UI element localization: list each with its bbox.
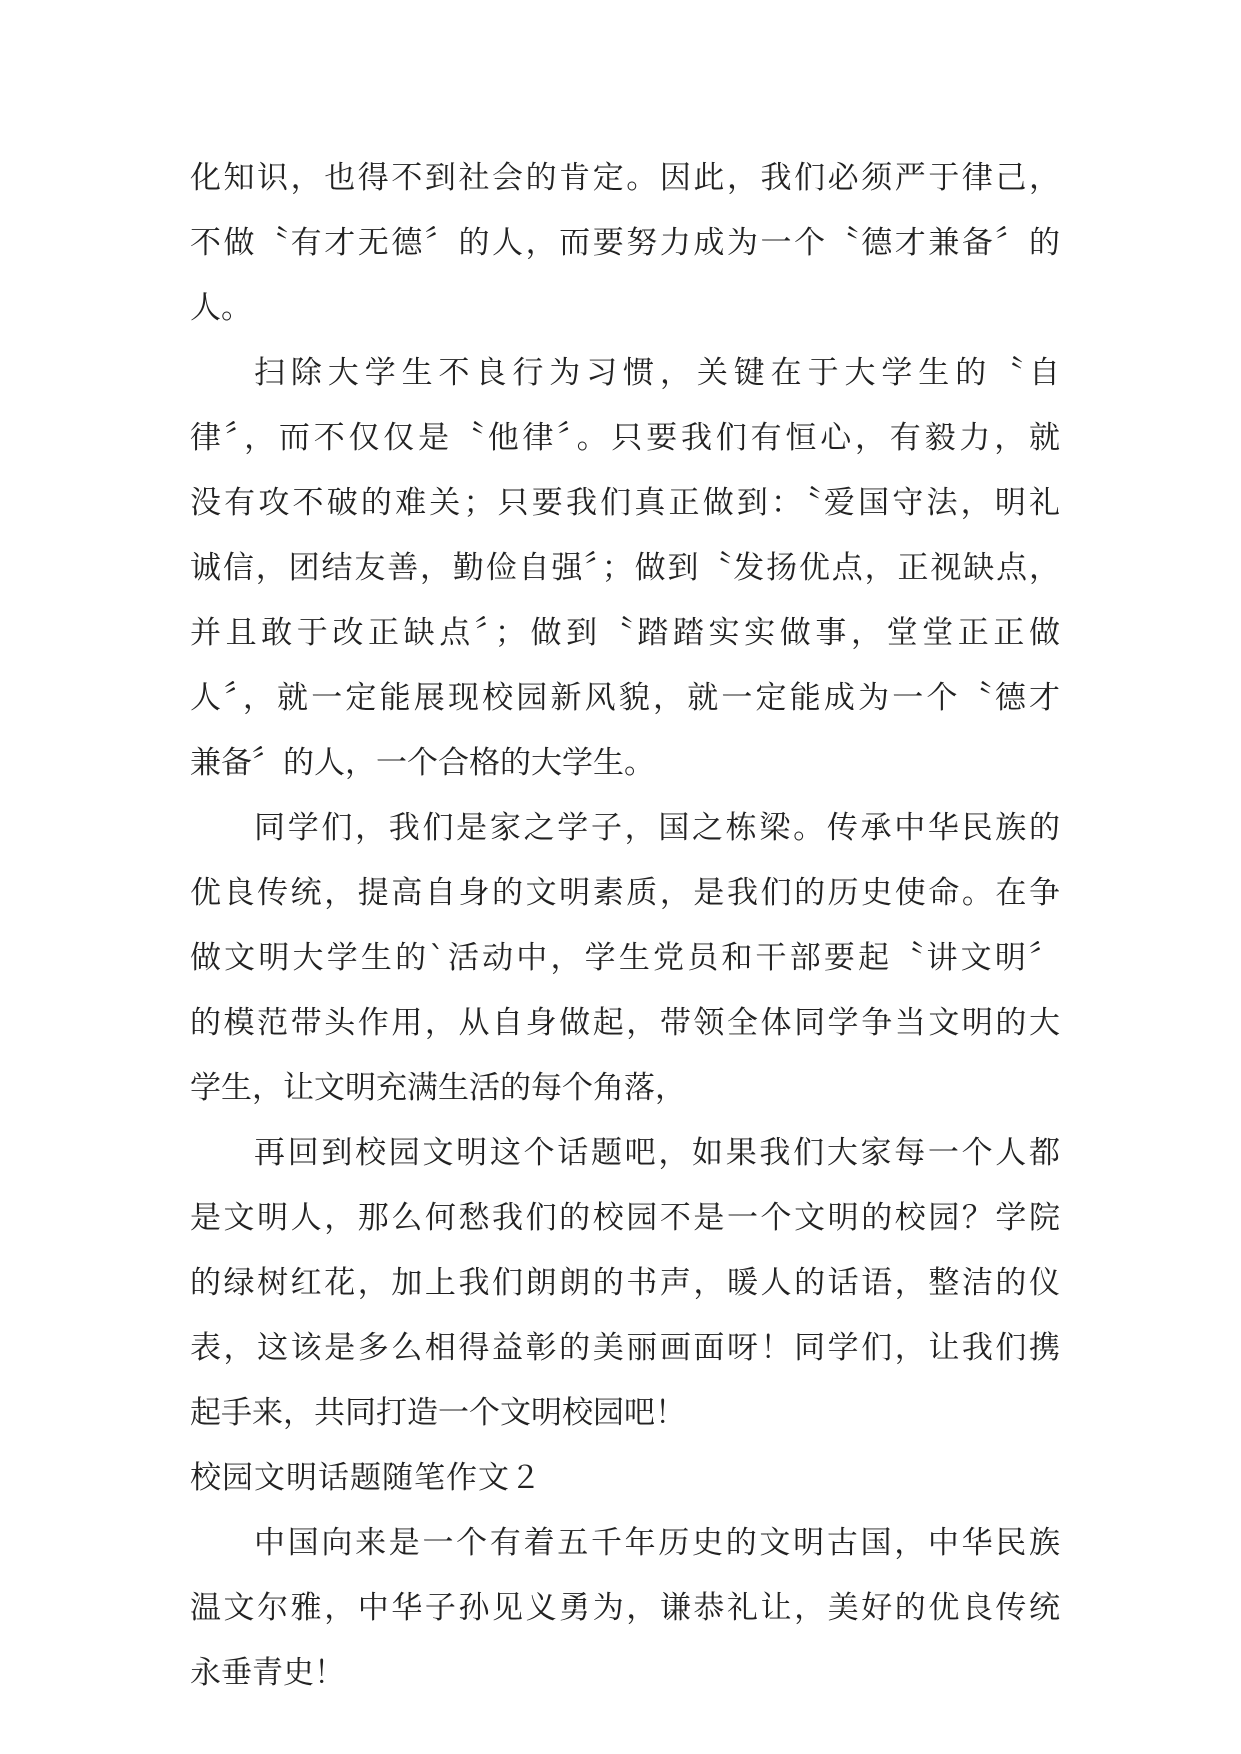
text-line: 不做〝有才无德〞的人，而要努力成为一个〝德才兼备〞的 bbox=[190, 225, 1060, 261]
text-line: 并且敢于改正缺点〞；做到〝踏踏实实做事，堂堂正正做 bbox=[190, 615, 1060, 651]
text-line: 的绿树红花，加上我们朗朗的书声，暖人的话语，整洁的仪 bbox=[190, 1265, 1060, 1301]
text-line: 起手来，共同打造一个文明校园吧！ bbox=[190, 1395, 686, 1431]
text-line: 做文明大学生的`活动中，学生党员和干部要起〝讲文明〞 bbox=[190, 940, 1060, 976]
text-line: 人〞，就一定能展现校园新风貌，就一定能成为一个〝德才 bbox=[190, 680, 1060, 716]
text-line: 律〞，而不仅仅是〝他律〞。只要我们有恒心，有毅力，就 bbox=[190, 420, 1060, 456]
section-heading: 校园文明话题随笔作文２ bbox=[190, 1460, 542, 1496]
text-line: 诚信，团结友善，勤俭自强〞；做到〝发扬优点，正视缺点， bbox=[190, 550, 1060, 586]
text-line: 表，这该是多么相得益彰的美丽画面呀！同学们，让我们携 bbox=[190, 1330, 1060, 1366]
text-line: 扫除大学生不良行为习惯，关键在于大学生的〝自 bbox=[254, 355, 1060, 391]
text-line: 同学们，我们是家之学子，国之栋梁。传承中华民族的 bbox=[254, 810, 1060, 846]
text-line: 是文明人，那么何愁我们的校园不是一个文明的校园？学院 bbox=[190, 1200, 1060, 1236]
text-line: 的模范带头作用，从自身做起，带领全体同学争当文明的大 bbox=[190, 1005, 1060, 1041]
text-line: 优良传统，提高自身的文明素质，是我们的历史使命。在争 bbox=[190, 875, 1060, 911]
text-line: 化知识，也得不到社会的肯定。因此，我们必须严于律己， bbox=[190, 160, 1060, 196]
text-line: 永垂青史！ bbox=[190, 1655, 345, 1691]
text-line: 中国向来是一个有着五千年历史的文明古国，中华民族 bbox=[254, 1525, 1060, 1561]
text-line: 温文尔雅，中华子孙见义勇为，谦恭礼让，美好的优良传统 bbox=[190, 1590, 1060, 1626]
text-line: 没有攻不破的难关；只要我们真正做到：〝爱国守法，明礼 bbox=[190, 485, 1060, 521]
text-line: 再回到校园文明这个话题吧，如果我们大家每一个人都 bbox=[254, 1135, 1060, 1171]
text-line: 兼备〞的人，一个合格的大学生。 bbox=[190, 745, 655, 781]
text-line: 学生，让文明充满生活的每个角落， bbox=[190, 1070, 686, 1106]
text-line: 人。 bbox=[190, 290, 252, 326]
